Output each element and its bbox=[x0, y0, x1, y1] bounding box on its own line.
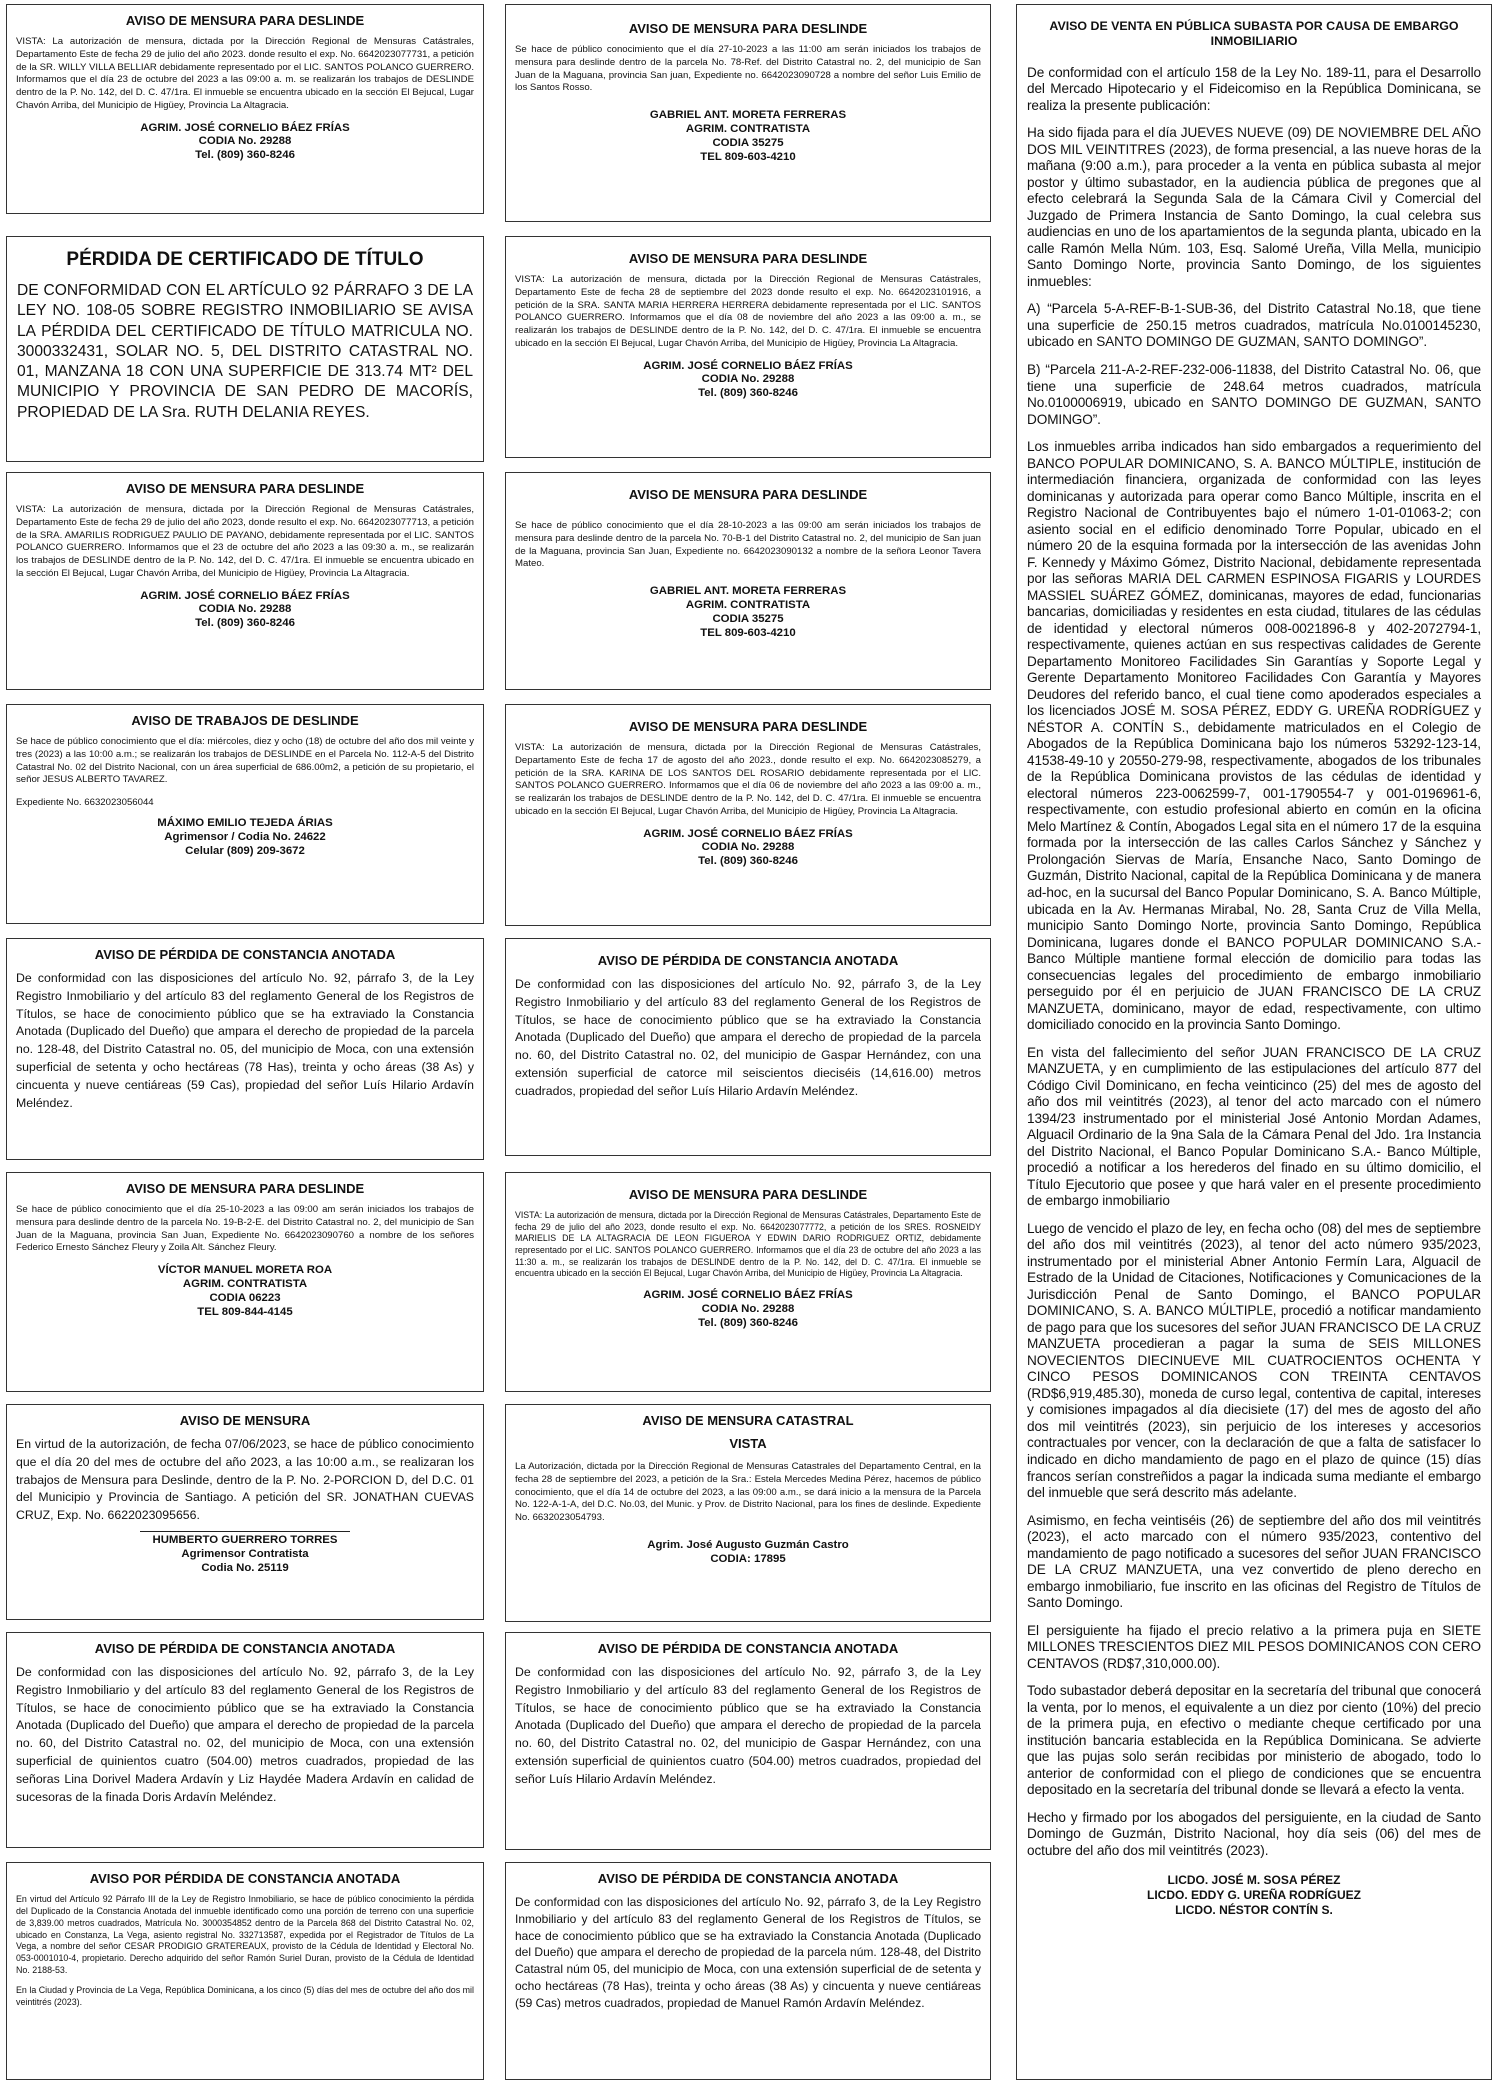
notice-body: De conformidad con las disposiciones del artículo No. 92, párrafo 3, de la Ley Registro Inmobiliario y del artículo 83 del reglamento General de los Registros de Títulos, se hace de conocimiento público que se ha extraviado la Constancia Anotada (Duplicado del Dueño) que ampara el derecho de propiedad de la parcela no. 60, del Distrito Catastral no. 02, del municipio de Moca, con una extensión superficial de quinientos cuatro (504.00) metros cuadrados, propiedad de las señoras Lina Dorivel Madera Ardavín y Liz Haydée Madera Ardavín en calidad de sucesoras de la finada Doris Ardavín Meléndez. bbox=[16, 1665, 474, 1804]
paragraph: Ha sido fijada para el día JUEVES NUEVE (09) DE NOVIEMBRE DEL AÑO DOS MIL VEINTITRES (2023), de forma presencial, a las nueve horas de la mañana (9:00 a.m.), para proceder a la venta en pública subasta al mejor postor y último subastador, en la audiencia pública de pregones que al efecto celebrará la Segunda Sala de la Cámara Civil y Comercial del Juzgado de Primera Instancia de Santo Domingo, la cual celebra sus audiencias en uno de los apartamientos de la segunda planta, ubicado en la calle Ramón Mella Núm. 103, Esq. Salomé Ureña, Villa Mella, municipio Santo Domingo Norte, provincia Santo Domingo, de los siguientes inmuebles: bbox=[1027, 125, 1481, 289]
notice-body: De conformidad con las disposiciones del artículo No. 92, párrafo 3, de la Ley Registro Inmobiliario y del artículo 83 del reglamento General de los Registros de Títulos, se hace de conocimiento público que se ha extraviado la Constancia Anotada (Duplicado del Dueño) que ampara el derecho de propiedad de la parcela núm. 128-48, del Distrito Catastral núm 05, del municipio de Moca, con una extensión superficial de de setenta y ocho hectáreas (78 Has), treinta y ocho áreas (38 As) y cincuenta y nueve centiáreas (59 Cas) metros cuadrados, propiedad de Manuel Ramón Ardavín Meléndez. bbox=[515, 1895, 981, 2010]
notice-title: AVISO DE TRABAJOS DE DESLINDE bbox=[131, 713, 359, 728]
notice-body: En virtud del Artículo 92 Párrafo III de la Ley de Registro Inmobiliario, se hace de público conocimiento la pérdida del Duplicado de la Constancia Anotada del inmueble identificado como una porción de terreno con una superficie de 3,839.00 metros cuadrados, Matrícula No. 3000354852 dentro de la Parcela 868 del Distrito Catastral No. 02, ubicado en Constanza, La Vega, asiento registral No. 332713587, expedida por el Registrador de Títulos de La Vega, a nombre del señor CESAR PRODIGIO GRATEREAUX, provisto de la Cédula de Identidad y Electoral No. 053-0001010-4, propietario. Derecho adquirido del señor Ramón Suriel Duran, provisto de la Cédula de Identidad No. 2188-53. bbox=[16, 1894, 474, 1976]
notice-mensura-deslinde-2 bbox=[6, 472, 484, 690]
notice-title: AVISO DE MENSURA CATASTRAL bbox=[642, 1413, 854, 1428]
notice-title: AVISO DE MENSURA PARA DESLINDE bbox=[628, 1187, 868, 1202]
notice-body: De conformidad con las disposiciones del artículo No. 92, párrafo 3, de la Ley Registro Inmobiliario y del artículo 83 del reglamento General de los Registros de Títulos, se hace de conocimiento público que se ha extraviado la Constancia Anotada (Duplicado del Dueño) que ampara el derecho de propiedad de la parcela no. 60, del Distrito Catastral no. 02, del municipio de Gaspar Hernández, con una extensión superficial de catorce mil seiscientos dieciséis (14,616.00) metros cuadrados, propiedad del señor Luís Hilario Ardavín Meléndez. bbox=[515, 977, 981, 1098]
notice-perdida-certificado bbox=[6, 236, 484, 462]
notice-body: VISTA: La autorización de mensura, dictada por la Dirección Regional de Mensuras Catástrales, Departamento Este de fecha 17 de agosto del año 2023., donde resulto el exp. No. 6642023085279, a petición de la SRA. KARINA DE LOS SANTOS DEL ROSARIO debidamente representada por el LIC. SANTOS POLANCO GUERRERO. Informamos que el día 06 de noviembre del año 2023 a las 09:00 a. m., se realizarán los trabajos de DESLINDE dentro de la P. No. 142, del D. C. 47/1ra. El inmueble se encuentra ubicado en la sección El Bejucal, Lugar Chavón Arriba, del Municipio de Higüey, Provincia La Altagracia. bbox=[515, 742, 981, 817]
notice-mensura-deslinde-8 bbox=[505, 1172, 991, 1392]
notice-title: AVISO DE MENSURA PARA DESLINDE bbox=[628, 487, 868, 502]
notice-mensura-deslinde-5 bbox=[505, 236, 991, 458]
notice-trabajos-deslinde bbox=[6, 704, 484, 924]
notice-body: DE CONFORMIDAD CON EL ARTÍCULO 92 PÁRRAFO 3 DE LA LEY NO. 108-05 SOBRE REGISTRO INMOBILIARIO SE AVISA LA PÉRDIDA DEL CERTIFICADO DE TÍTULO MATRICULA NO. 3000332431, SOLAR NO. 5, DEL DISTRITO CATASTRAL NO. 01, MANZANA 18 CON UNA SUPERFICIE DE 313.74 MT² DEL MUNICIPIO Y PROVINCIA DE SAN PEDRO DE MACORÍS, PROPIEDAD DE LA Sra. RUTH DELANIA REYES. bbox=[17, 282, 473, 421]
notice-title: AVISO DE MENSURA PARA DESLINDE bbox=[628, 21, 868, 36]
notice-perdida-constancia-6 bbox=[505, 1862, 991, 2080]
notice-signature: MÁXIMO EMILIO TEJEDA ÁRIAS Agrimensor / Codia No. 24622 Celular (809) 209-3672 bbox=[157, 817, 333, 857]
notice-mensura-deslinde-4 bbox=[505, 4, 991, 222]
notice-title: AVISO DE PÉRDIDA DE CONSTANCIA ANOTADA bbox=[597, 953, 899, 968]
notice-signature: GABRIEL ANT. MORETA FERRERAS AGRIM. CONTRATISTA CODIA 35275 TEL 809-603-4210 bbox=[649, 585, 847, 639]
notice-title: AVISO DE PÉRDIDA DE CONSTANCIA ANOTADA bbox=[597, 1871, 899, 1886]
notice-mensura bbox=[6, 1404, 484, 1620]
notice-body: VISTA: La autorización de mensura, dictada por la Dirección Regional de Mensuras Catástrales, Departamento Este de fecha 29 de julio del año 2023, donde resulto el exp. No. 6642023077713, a petición de la SRA. AMARILIS RODRIGUEZ PAULIO DE PAYANO, debidamente representada por el LIC. SANTOS POLANCO GUERRERO. Informamos que el 23 de octubre del año 2023 a las 09:30 a. m., se realizarán los trabajos de DESLINDE dentro de la P. No. 142, del D. C. 47/1ra. El inmueble se encuentra ubicado en la sección El Bejucal, Lugar Chavón Arriba, del Municipio de Higüey, Provincia La Altagracia. bbox=[16, 504, 474, 579]
notice-title: PÉRDIDA DE CERTIFICADO DE TÍTULO bbox=[66, 249, 424, 270]
paragraph: De conformidad con el artículo 158 de la Ley No. 189-11, para el Desarrollo del Mercado Hipotecario y el Fideicomiso en la República Dominicana, se realiza la presente publicación: bbox=[1027, 64, 1481, 113]
paragraph: A) “Parcela 5-A-REF-B-1-SUB-36, del Distrito Catastral No.18, que tiene una superficie de 250.15 metros cuadrados, matrícula No.0100145230, ubicado en SANTO DOMINGO DE GUZMAN, SANTO DOMINGO”. bbox=[1027, 301, 1481, 350]
notice-expediente: Expediente No. 6632023056044 bbox=[16, 797, 154, 808]
notice-title: AVISO DE PÉRDIDA DE CONSTANCIA ANOTADA bbox=[597, 1641, 899, 1656]
notice-perdida-constancia-3 bbox=[6, 1862, 484, 2080]
notice-title: AVISO DE PÉRDIDA DE CONSTANCIA ANOTADA bbox=[94, 1641, 396, 1656]
notice-signature: AGRIM. JOSÉ CORNELIO BÁEZ FRÍAS CODIA No. 29288 Tel. (809) 360-8246 bbox=[643, 1289, 853, 1329]
signature-line bbox=[140, 1531, 350, 1532]
notice-body: Se hace de público conocimiento que el día 25-10-2023 a las 09:00 am serán iniciados los trabajos de mensura para deslinde dentro de la parcela No. 19-B-2-E. del Distrito Catastral no. 2, del municipio de San Juan de la Maguana, provincia San Juan, Expediente No. 6642023090760 a nombre de los señores Federico Ernesto Sánchez Fleury y Zoila Alt. Sánchez Fleury. bbox=[16, 1204, 474, 1254]
notice-body: VISTA: La autorización de mensura, dictada por la Dirección Regional de Mensuras Catástrales, Departamento Este de fecha 28 de septiembre del 2023 donde resulto el exp. No. 6642023101916, a petición de la SRA. SANTA MARIA HERRERA HERRERA debidamente representada por el LIC. SANTOS POLANCO GUERRERO. Informamos que el día 08 de noviembre del año 2023 a las 09:00 a. m., se realizarán los trabajos de DESLINDE dentro de la P. No. 142, del D. C. 47/1ra. El inmueble se encuentra ubicado en la sección El Bejucal, Lugar Chavón Arriba, del Municipio de Higüey, Provincia La Altagracia. bbox=[515, 274, 981, 349]
notice-body: Se hace de público conocimiento que el día 27-10-2023 a las 11:00 am serán iniciados los trabajos de mensura para deslinde dentro de la parcela No. 78-Ref. del Distrito Catastral no. 2, del municipio de San Juan de la Maguana, provincia San juan, Expediente no. 6642023090728 a nombre del señor Luis Emilio de los Santos Rosso. bbox=[515, 44, 981, 94]
notice-title: AVISO DE MENSURA PARA DESLINDE bbox=[628, 719, 868, 734]
notice-body-closing: En la Ciudad y Provincia de La Vega, República Dominicana, a los cinco (5) días del mes de octubre del año dos mil veintitrés (2023). bbox=[16, 1984, 474, 2007]
notice-signature: AGRIM. JOSÉ CORNELIO BÁEZ FRÍAS CODIA No. 29288 Tel. (809) 360-8246 bbox=[643, 359, 853, 400]
notice-body: En virtud de la autorización, de fecha 07/06/2023, se hace de público conocimiento que el día 20 del mes de octubre del año 2023, a las 10:00 a.m., se realizaran los trabajos de Mensura para Deslinde, dentro de la P. No. 2-PORCION D, del D.C. 01 del Municipio y Provincia de Santiago. A petición del SR. JONATHAN CUEVAS CRUZ, Exp. No. 6622023095656. bbox=[16, 1437, 474, 1523]
notice-perdida-constancia-4 bbox=[505, 938, 991, 1156]
paragraph: Los inmuebles arriba indicados han sido embargados a requerimiento del BANCO POPULAR DOMINICANO, S. A. BANCO MÚLTIPLE, institución de intermediación financiera, organizada de conformidad con las leyes dominicanas y autorizada para operar como Banco Múltiple, inscrita en el Registro Nacional de Contribuyentes bajo el número 1-01-01063-2; con asiento social en el edificio denominado Torre Popular, ubicado en el número 20 de la esquina formada por la intersección de las avenidas John F. Kennedy y Máximo Gómez, Distrito Nacional, debidamente representada por las señoras MARIA DEL CARMEN ESPINOSA FIGARIS y LOURDES MASSIEL SUÁREZ GÓMEZ, dominicanas, mayores de edad, funcionarias bancarias, domiciliadas y residentes en esta ciudad, titulares de las cédulas de identidad y electoral números 008-0021896-8 y 402-2072794-1, respectivamente, quienes actúan en sus respectivas calidades de Gerente Departamento Monitoreo Facilidades Sin Garantías y Soporte Legal y Gerente Departamento Monitoreo Facilidades Con Garantía y Mayores Deudores del referido banco, el cual tiene como apoderados especiales a los licenciados JOSÉ M. SOSA PÉREZ, EDDY G. UREÑA RODRÍGUEZ y NÉSTOR A. CONTÍN S., debidamente matriculados en el Colegio de Abogados de la República Dominicana bajo los números 53292-123-14, 41538-49-10 y 20550-279-98, respectivamente, abogados de los tribunales de la República Dominicana provistos de las cédulas de identidad y electoral números 223-0062599-7, 001-1790554-7 y 001-0196961-6, respectivamente, con estudio profesional abierto en común en la oficina Melo Martínez & Contín, Abogados Legal sita en el número 17 de la esquina formada por la intersección de las calles Carlos Sánchez y Sánchez y Prolongación Siervas de María, Ensanche Naco, Santo Domingo de Guzmán, Distrito Nacional, capital de la República Dominicana y de manera ad-hoc, en la sucursal del Banco Popular Dominicano, S. A. Banco Múltiple, ubicada en la Av. Hermanas Mirabal, No. 28, Santa Cruz de Villa Mella, municipio Santo Domingo Norte, provincia Santo Domingo, República Dominicana, lugares donde el BANCO POPULAR DOMINICANO S.A.- Banco Múltiple mantiene formal elección de domicilio para todas las consecuencias legales del procedimiento de embargo inmobiliario perseguido por él en perjuicio de JUAN FRANCISCO DE LA CRUZ MANZUETA, dominicano, mayor de edad, respectivamente, con ultimo domiciliado conocido en la provincia Santo Domingo. bbox=[1027, 439, 1481, 1033]
notice-signature: GABRIEL ANT. MORETA FERRERAS AGRIM. CONTRATISTA CODIA 35275 TEL 809-603-4210 bbox=[649, 109, 847, 163]
notice-body: VISTA: La autorización de mensura, dictada por la Dirección Regional de Mensuras Catástrales, Departamento Este de fecha 29 de julio del año 2023, donde resulto el exp. No. 6642023077772, a petición de los SRES. ROSNEIDY MARIELIS DE LA ALTAGRACIA DE LEON FIGUEROA Y EDWIN DARIO RODRIGUEZ ORTIZ, debidamente representado por el LIC. SANTOS POLANCO GUERRERO. Informamos que el día 23 de octubre del año 2023 a las 11:30 a. m., se realizarán los trabajos de DESLINDE dentro de la P. No. 142, del D. C. 47/1ra. El inmueble se encuentra ubicado en la sección El Bejucal, Lugar Chavón Arriba, del Municipio de Higüey, Provincia La Altagracia. bbox=[515, 1210, 981, 1279]
notice-title: AVISO DE MENSURA bbox=[179, 1413, 311, 1428]
notice-body: La Autorización, dictada por la Dirección Regional de Mensuras Catastrales del Departamento Central, en la fecha 28 de septiembre del 2023, a petición de la Sra.: Estela Mercedes Medina Pérez, hacemos de público conocimiento, que el día 14 de octubre del 2023, a las 09:00 a.m., se dará inicio a la mensura de la Parcela No. 122-A-1-A, del D.C. No.03, del Munic. y Prov. de Distrito Nacional, para los fines de deslinde. Expediente No. 6632023054793. bbox=[515, 1461, 981, 1523]
paragraph: En vista del fallecimiento del señor JUAN FRANCISCO DE LA CRUZ MANZUETA, y en cumplimiento de las estipulaciones del artículo 877 del Código Civil Dominicano, en fecha veinticinco (25) del mes de agosto del año dos mil veintitrés (2023), al tenor del acto marcado con el número 1394/23 instrumentado por el ministerial José Antonio Mordan Adames, Alguacil Ordinario de la 9na Sala de la Cámara Penal del Jdo. 1ra Instancia del Distrito Nacional, el Banco Popular Dominicano S.A.- Banco Múltiple, procedió a notificar a los herederos del finado en su último domicilio, el Título Ejecutorio que posee y que hará valer en el presente procedimiento de embargo inmobiliario bbox=[1027, 1044, 1481, 1209]
paragraph: Hecho y firmado por los abogados del persiguiente, en la ciudad de Santo Domingo de Guzmán, Distrito Nacional, hoy día seis (06) del mes de octubre del año dos mil veintitrés (2023). bbox=[1027, 1809, 1481, 1858]
notice-venta-subasta bbox=[1016, 4, 1492, 2080]
paragraph: Todo subastador deberá depositar en la secretaría del tribunal que conocerá la venta, por lo menos, el equivalente a un diez por ciento (10%) del precio de la primera puja, en efectivo o mediante cheque certificado por una institución bancaria establecida en la República Dominicana. Se advierte que las pujas solo serán recibidas por ministerio de abogado, todo lo anterior de conformidad con el pliego de condiciones que se encuentra depositado en la secretaría del tribunal donde se llevará a efecto la venta. bbox=[1027, 1683, 1481, 1798]
notice-body: Se hace de público conocimiento que el día: miércoles, diez y ocho (18) de octubre del año dos mil veinte y tres (2023) a las 10:00 a.m.; se realizarán los trabajos de DESLINDE en el Parcela No. 112-A-5 del Distrito Catastral No. 02 del Distrito Nacional, con un área superficial de 686.00m2, a petición de su propietario, el señor JESUS ALBERTO TAVAREZ. bbox=[16, 736, 474, 786]
notice-title: AVISO DE MENSURA PARA DESLINDE bbox=[125, 13, 365, 28]
notice-title: AVISO DE MENSURA PARA DESLINDE bbox=[125, 481, 365, 496]
notice-mensura-deslinde-1 bbox=[6, 4, 484, 214]
notice-signature: HUMBERTO GUERRERO TORRES Agrimensor Contratista Codia No. 25119 bbox=[152, 1534, 338, 1574]
notice-perdida-constancia-2 bbox=[6, 1632, 484, 1848]
notice-title: AVISO DE PÉRDIDA DE CONSTANCIA ANOTADA bbox=[94, 947, 396, 962]
paragraph: Luego de vencido el plazo de ley, en fecha ocho (08) del mes de septiembre del año dos mil veintitrés (2023), al tenor del acto número 935/2023, instrumentado por el ministerial Abner Antonio Fermín Lara, Alguacil de Estrado de la Unidad de Citaciones, Notificaciones y Comunicaciones de la Jurisdicción Penal de Santo Domingo, el BANCO POPULAR DOMINICANO, S. A. BANCO MÚLTIPLE, procedió a notificar mandamiento de pago para que los sucesores del señor JUAN FRANCISCO DE LA CRUZ MANZUETA procedieran a pagar la suma de SEIS MILLONES NOVECIENTOS DIECINUEVE MIL CUATROCIENTOS OCHENTA Y CINCO PESOS DOMINICANOS CON TREINTA CENTAVOS (RD$6,919,485.30), moneda de curso legal, contentiva de capital, intereses y comisiones impagados al día diecisiete (17) del mes de agosto del año dos mil veintitrés (2023), sin perjuicio de los intereses y accesorios contractuales por vencer, con la declaración de que a falta de satisfacer lo indicado en dicho mandamiento de pago en el plazo de quince (15) días francos serían constreñidos a pagar la indicada suma mediante el embargo del inmueble que será descrito más adelante. bbox=[1027, 1220, 1481, 1501]
notice-body: VISTA: La autorización de mensura, dictada por la Dirección Regional de Mensuras Catástrales, Departamento Este de fecha 29 de julio del año 2023. donde resulto el exp. No. 6642023077731, a petición de la SR. WILLY VILLA BELLIAR debidamente representado por el LIC. SANTOS POLANCO GUERRERO. Informamos que el día 23 de octubre del 2023 a las 09:00 a. m. se realizarán los trabajos de DESLINDE dentro de la P. No. 142, del D. C. 47/1ra. El inmueble se encuentra ubicado en la sección El Bejucal, Lugar Chavón Arriba, del Municipio de Higüey, Provincia La Altagracia. bbox=[16, 36, 474, 111]
notice-mensura-deslinde-3 bbox=[6, 1172, 484, 1392]
notice-body: De conformidad con las disposiciones del artículo No. 92, párrafo 3, de la Ley Registro Inmobiliario y del artículo 83 del reglamento General de los Registros de Títulos, se hace de conocimiento público que se ha extraviado la Constancia Anotada (Duplicado del Dueño) que ampara el derecho de propiedad de la parcela no. 128-48, del Distrito Catastral no. 05, del municipio de Moca, con una extensión superficial de setenta y ocho hectáreas (78 Has), treinta y ocho áreas (38 As) y cincuenta y nueve centiáreas (59 Cas), propiedad del señor Luís Hilario Ardavín Meléndez. bbox=[16, 971, 474, 1110]
notice-body: De conformidad con las disposiciones del artículo No. 92, párrafo 3, de la Ley Registro Inmobiliario y del artículo 83 del reglamento General de los Registros de Títulos, se hace de conocimiento público que se ha extraviado la Constancia Anotada (Duplicado del Dueño) que ampara el derecho de propiedad de la parcela no. 60, del Distrito Catastral no. 02, del municipio de Gaspar Hernández, con una extensión superficial de quinientos cuatro (504.00) metros cuadrados, propiedad del señor Luís Hilario Ardavín Meléndez. bbox=[515, 1665, 981, 1786]
notice-signature: AGRIM. JOSÉ CORNELIO BÁEZ FRÍAS CODIA No. 29288 Tel. (809) 360-8246 bbox=[140, 121, 350, 162]
notice-signature: AGRIM. JOSÉ CORNELIO BÁEZ FRÍAS CODIA No. 29288 Tel. (809) 360-8246 bbox=[643, 827, 853, 868]
notice-title: AVISO DE MENSURA PARA DESLINDE bbox=[628, 251, 868, 266]
notice-signature: VÍCTOR MANUEL MORETA ROA AGRIM. CONTRATISTA CODIA 06223 TEL 809-844-4145 bbox=[157, 1264, 333, 1318]
paragraph: Asimismo, en fecha veintiséis (26) de septiembre del año dos mil veintitrés (2023), el acto marcado con el número 935/2023, contentivo del mandamiento de pago notificado a sucesores del señor JUAN FRANCISCO DE LA CRUZ MANZUETA, una vez convertido de pleno derecho en embargo inmobiliario, fue inscrito en las oficinas del Registro de Títulos de Santo Domingo. bbox=[1027, 1512, 1481, 1611]
notice-signature: LICDO. JOSÉ M. SOSA PÉREZ LICDO. EDDY G. UREÑA RODRÍGUEZ LICDO. NÉSTOR CONTÍN S. bbox=[1146, 1873, 1361, 1918]
notice-signature: Agrim. José Augusto Guzmán Castro CODIA: 17895 bbox=[647, 1538, 849, 1565]
notice-title: AVISO DE MENSURA PARA DESLINDE bbox=[125, 1181, 365, 1196]
notice-title: AVISO POR PÉRDIDA DE CONSTANCIA ANOTADA bbox=[89, 1871, 401, 1886]
notice-perdida-constancia-1 bbox=[6, 938, 484, 1160]
notice-perdida-constancia-5 bbox=[505, 1632, 991, 1850]
notice-signature: AGRIM. JOSÉ CORNELIO BÁEZ FRÍAS CODIA No. 29288 Tel. (809) 360-8246 bbox=[140, 589, 350, 630]
notice-subtitle: VISTA bbox=[729, 1436, 767, 1451]
paragraph: B) “Parcela 211-A-2-REF-232-006-11838, del Distrito Catastral No. 06, que tiene una superficie de 248.64 metros cuadrados, matrícula No.0100006919, ubicado en SANTO DOMINGO DE GUZMAN, SANTO DOMINGO”. bbox=[1027, 362, 1481, 427]
paragraph: El persiguiente ha fijado el precio relativo a la primera puja en SIETE MILLONES TRESCIENTOS DIEZ MIL PESOS DOMINICANOS CON CERO CENTAVOS (RD$7,310,000.00). bbox=[1027, 1622, 1481, 1671]
notice-mensura-catastral bbox=[505, 1404, 991, 1622]
notice-mensura-deslinde-6 bbox=[505, 472, 991, 690]
notice-body: Se hace de público conocimiento que el día 28-10-2023 a las 09:00 am serán iniciados los trabajos de mensura para deslinde dentro de la parcela No. 70-B-1 del Distrito Catastral no. 2, del municipio de San juan de la Maguana, provincia San Juan, Expediente no. 6642023090132 a nombre de la señora Leonor Tavera Mateo. bbox=[515, 520, 981, 570]
notice-title: AVISO DE VENTA EN PÚBLICA SUBASTA POR CAUSA DE EMBARGO INMOBILIARIO bbox=[1049, 19, 1459, 48]
notice-mensura-deslinde-7 bbox=[505, 704, 991, 926]
